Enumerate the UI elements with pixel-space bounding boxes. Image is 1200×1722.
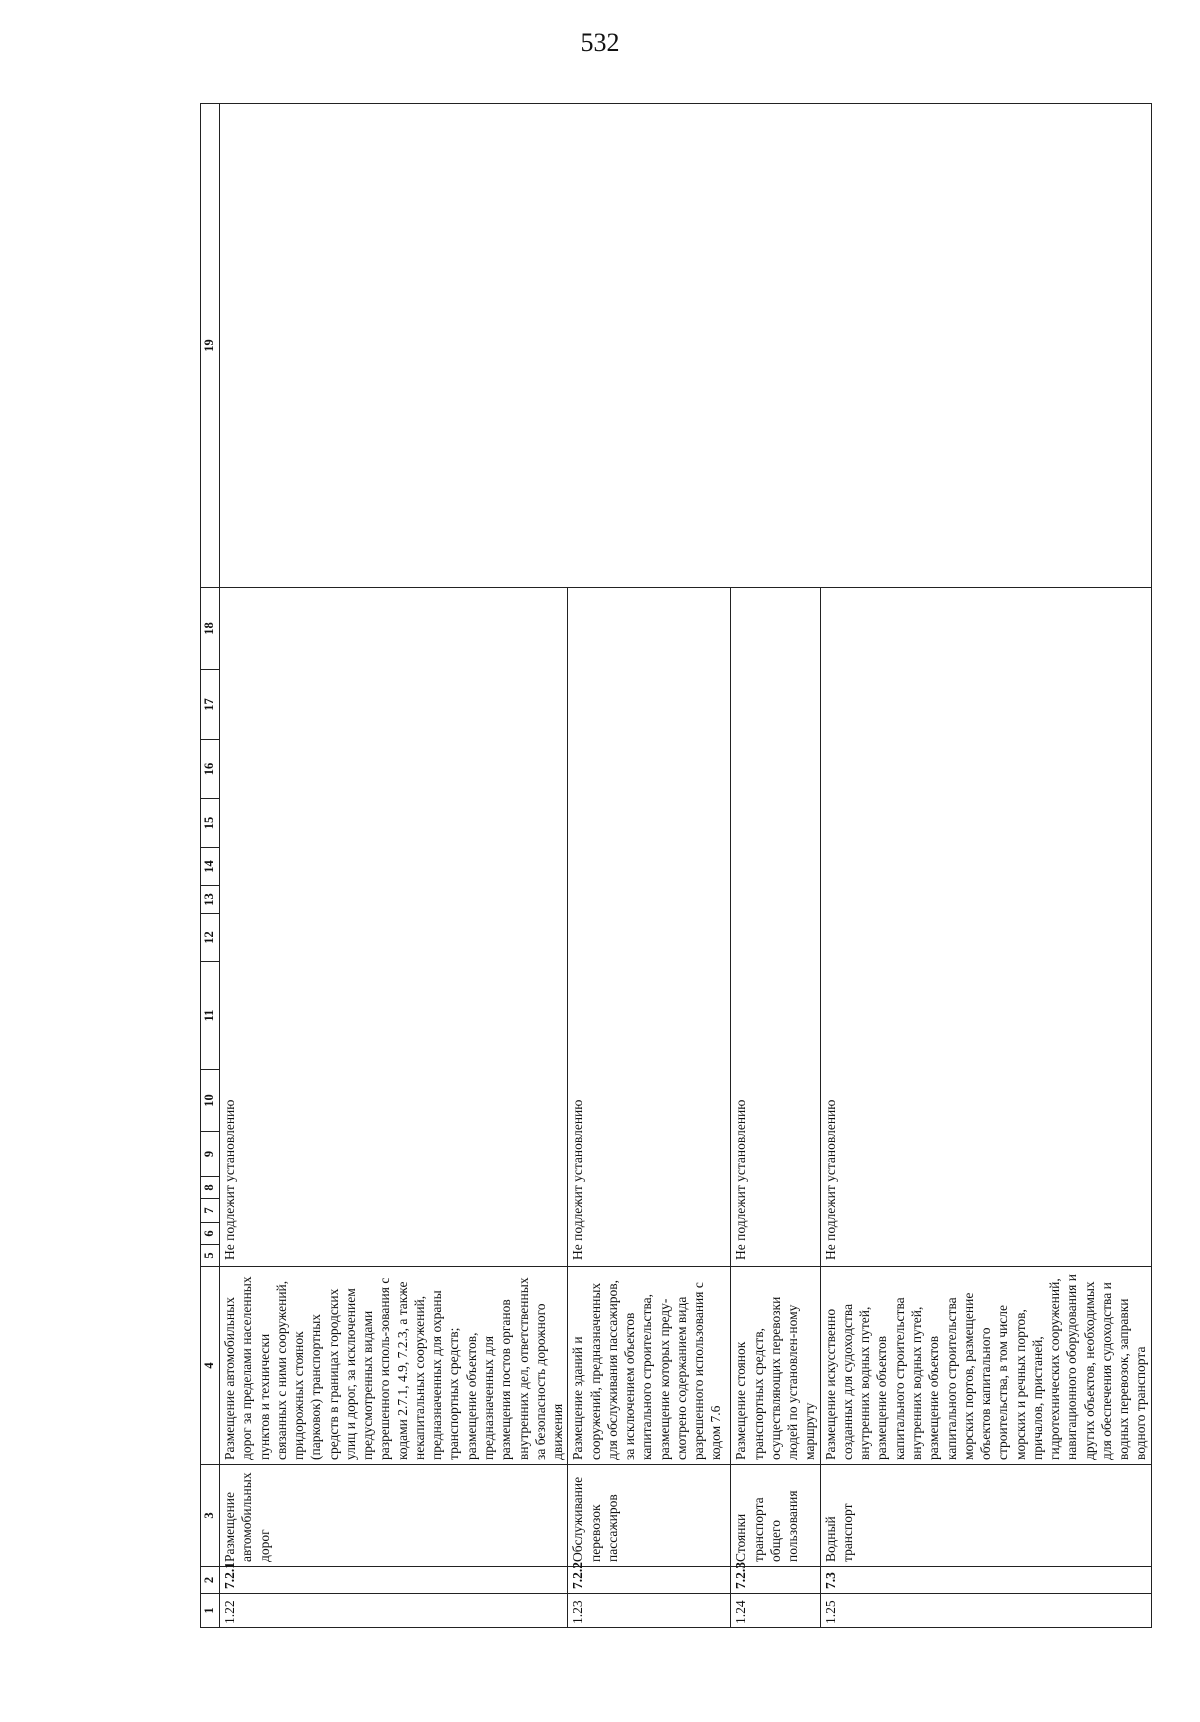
regulation-table (200, 103, 1152, 1628)
column-header: 10 (201, 1070, 220, 1132)
column-header: 18 (201, 588, 220, 670)
column-header: 7 (201, 1199, 220, 1223)
row-description: Размещение стоянок транспортных средств, осуществляющих перевозки людей по установлен-ному маршруту (731, 1267, 820, 1465)
row-number: 1.25 (820, 1594, 1151, 1628)
row-note: Не подлежит установлению (820, 588, 1151, 1267)
column-header: 2 (201, 1567, 220, 1594)
row-name: Водный транспорт (820, 1465, 1151, 1567)
row-code: 7.3 (820, 1567, 1151, 1594)
row-name: Стоянки транспорта общего пользования (731, 1465, 820, 1567)
column-header: 16 (201, 740, 220, 799)
page-number: 532 (580, 28, 620, 57)
column-header: 9 (201, 1132, 220, 1177)
column-header: 1 (201, 1594, 220, 1628)
column-header: 13 (201, 886, 220, 914)
row-description: Размещение автомобильных дорог за пределами населенных пунктов и технически связанных с ними сооружений, придорожных стоянок (парковок) транспортных средств в границах городских улиц и дорог, за исключением предусмотренных видами разрешенного исполь-зования с кодами 2.7.1, 4.9, 7.2.3, а также некапитальных сооружений, предназначенных для охраны транспортных средств; размещение объектов, предназначенных для размещения постов органов внутренних дел, ответственных за безопасность дорожного движения (220, 1267, 568, 1465)
column-header: 4 (201, 1267, 220, 1465)
column-header: 5 (201, 1245, 220, 1267)
row-description: Размещение искусственно созданных для судоходства внутренних водных путей, размещение объектов капитального строительства внутренних водных путей, размещение объектов капитального строительства морских портов, размещение объектов капитального строительства, в том числе морских и речных портов, причалов, пристаней, гидротехнических сооружений, навигационного оборудования и других объектов, необходимых для обеспечения судоходства и водных перевозок, заправки водного транспорта (820, 1267, 1151, 1465)
column-header: 8 (201, 1177, 220, 1199)
row-note: Не подлежит установлению (568, 588, 731, 1267)
column-header: 12 (201, 914, 220, 962)
row-name: Размещение автомобильных дорог (220, 1465, 568, 1567)
column-header: 15 (201, 799, 220, 848)
column-header: 19 (201, 104, 220, 588)
row-note: Не подлежит установлению (220, 588, 568, 1267)
rotated-table-container (200, 104, 1149, 1628)
column-header: 11 (201, 962, 220, 1070)
row-description: Размещение зданий и сооружений, предназначенных для обслуживания пассажиров, за исключением объектов капитального строительства, размещение которых преду-смотрено содержанием вида разрешенного использования с кодом 7.6 (568, 1267, 731, 1465)
column-header: 6 (201, 1223, 220, 1245)
row-number: 1.24 (731, 1594, 820, 1628)
row-number: 1.23 (568, 1594, 731, 1628)
row-code: 7.2.2 (568, 1567, 731, 1594)
row-code: 7.2.3 (731, 1567, 820, 1594)
column-header: 17 (201, 670, 220, 740)
row-name: Обслуживание перевозок пассажиров (568, 1465, 731, 1567)
row-code: 7.2.1 (220, 1567, 568, 1594)
column-header: 14 (201, 848, 220, 886)
row-note: Не подлежит установлению (731, 588, 820, 1267)
table-row (220, 104, 568, 1628)
column-19-cell (220, 104, 1152, 588)
column-header: 3 (201, 1465, 220, 1567)
row-number: 1.22 (220, 1594, 568, 1628)
header-row (201, 104, 220, 1628)
